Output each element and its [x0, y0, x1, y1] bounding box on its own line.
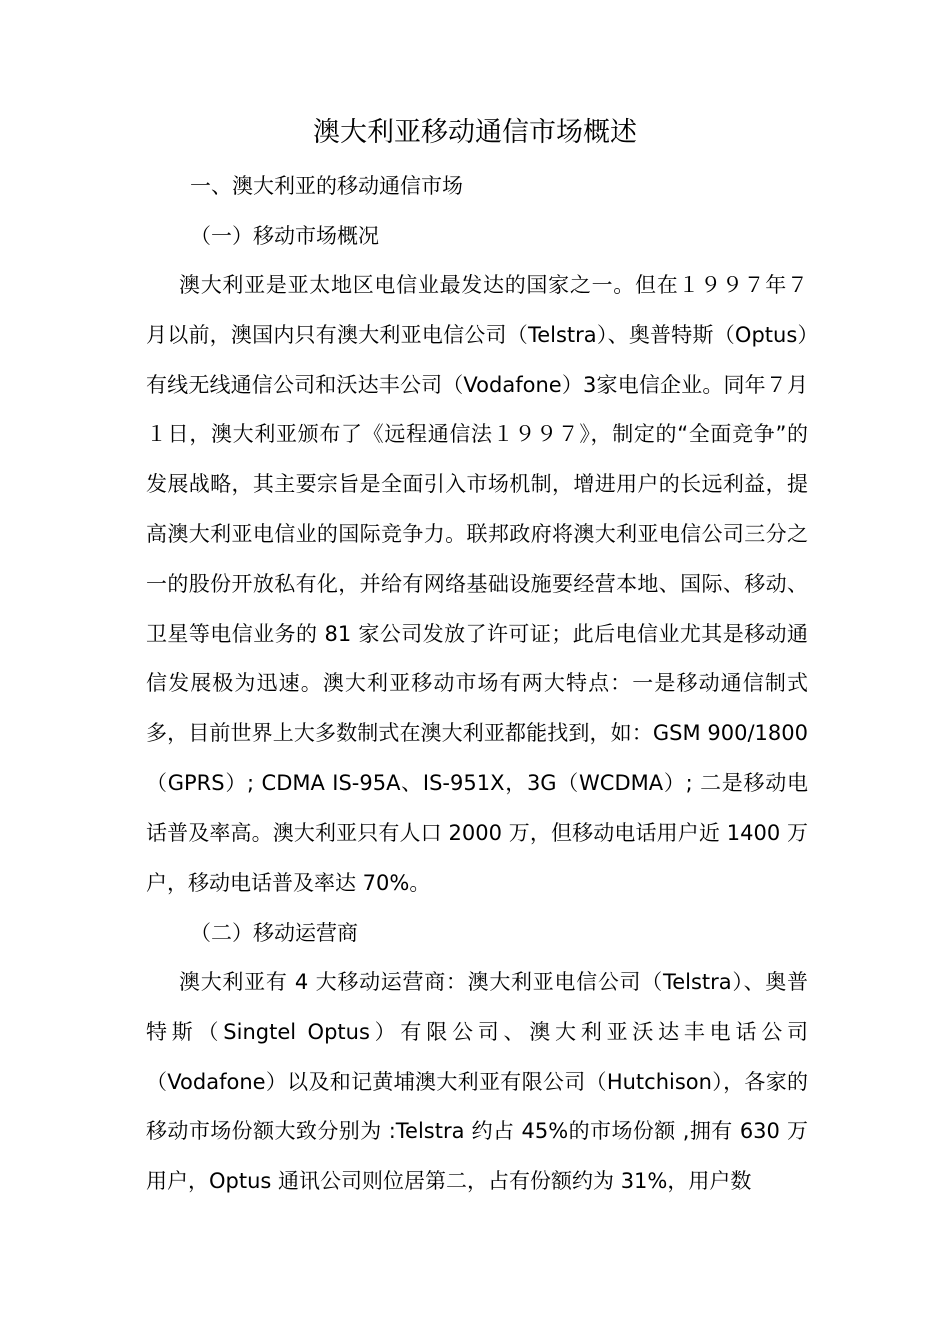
subsection-heading-market-overview: （一）移动市场概况	[190, 224, 379, 248]
paragraph-market-overview: 澳大利亚是亚太地区电信业最发达的国家之一。但在１９９７年７月以前，澳国内只有澳大利亚电信公司（Telstra）、奥普特斯（Optus）有线无线通信公司和沃达丰公司（Vodafone）3家电信企业。同年７月１日，澳大利亚颁布了《远程通信法１９９７》，制定的“全面竞争”的发展战略，其主要宗旨是全面引入市场机制，增进用户的长远利益，提高澳大利亚电信业的国际竞争力。联邦政府将澳大利亚电信公司三分之一的股份开放私有化，并给有网络基础设施要经营本地、国际、移动、卫星等电信业务的 81 家公司发放了许可证；此后电信业尤其是移动通信发展极为迅速。澳大利亚移动市场有两大特点：一是移动通信制式多，目前世界上大多数制式在澳大利亚都能找到，如：GSM 900/1800（GPRS）; CDMA IS-95A、IS-951X，3G（WCDMA）; 二是移动电话普及率高。澳大利亚只有人口 2000 万，但移动电话用户近 1400 万户，移动电话普及率达 70%。	[146, 273, 808, 895]
subsection-heading-operators: （二）移动运营商	[190, 921, 358, 945]
document-title: 澳大利亚移动通信市场概述	[313, 117, 637, 148]
paragraph-operators: 澳大利亚有 4 大移动运营商：澳大利亚电信公司（Telstra）、奥普特斯（Singtel Optus）有限公司、澳大利亚沃达丰电话公司（Vodafone）以及和记黄埔澳大利亚有限公司（Hutchison），各家的移动市场份额大致分别为 :Telstra 约占 45%的市场份额 ,拥有 630 万用户，Optus 通讯公司则位居第二，占有份额约为 31%，用户数	[146, 970, 808, 1194]
section-heading-mobile-market: 一、澳大利亚的移动通信市场	[190, 174, 463, 198]
